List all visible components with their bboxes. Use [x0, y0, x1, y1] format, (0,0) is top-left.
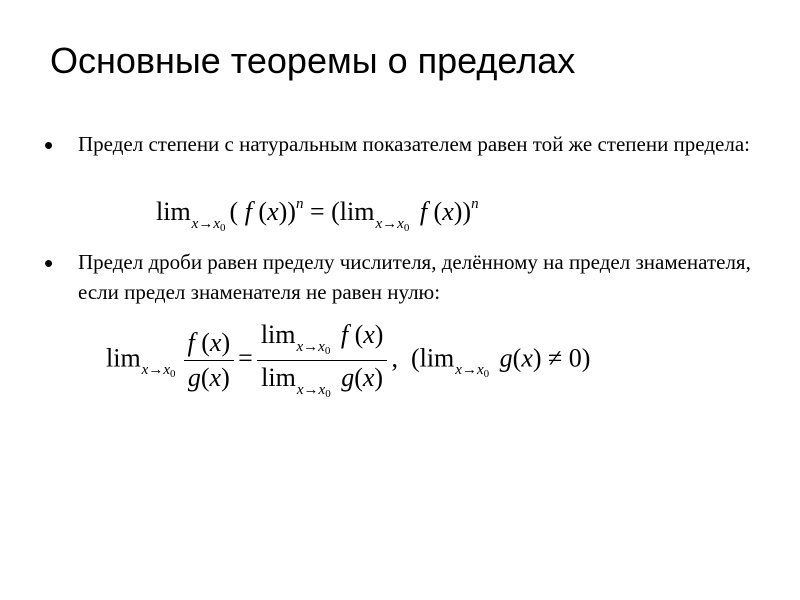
fraction-left: $\frac{f (x)}{g(x)}$ [184, 326, 235, 395]
bullet-text-power: Предел степени с натуральным показателем равен той же степени предела: [78, 132, 750, 156]
bullet-icon: • [44, 130, 54, 160]
formula-quotient-rule: $\lim_{x\to x_0}$ $\frac{f (x)}{g(x)}$ = $\frac{\lim_{x\to x_0} f (x)}{\lim_{x\to x_0} g(x)}$ , ($\lim_{x\to x_0}$ g(x) ≠ 0) [106, 318, 590, 403]
bullet-icon: • [44, 248, 54, 278]
fraction-right: $\frac{\lim_{x\to x_0} f (x)}{\lim_{x\to x_0} g(x)}$ [257, 318, 388, 403]
slide-title: Основные теоремы о пределах [50, 40, 576, 81]
bullet-text-quotient: Предел дроби равен пределу числителя, делённому на предел знаменателя, если предел знаменателя не равен нулю: [78, 250, 751, 304]
formula-power-rule: $\lim_{x\to x_0}$( f $(x))^n = (\lim_{x\to x_0}$ f (x))$^n$ [156, 196, 479, 234]
